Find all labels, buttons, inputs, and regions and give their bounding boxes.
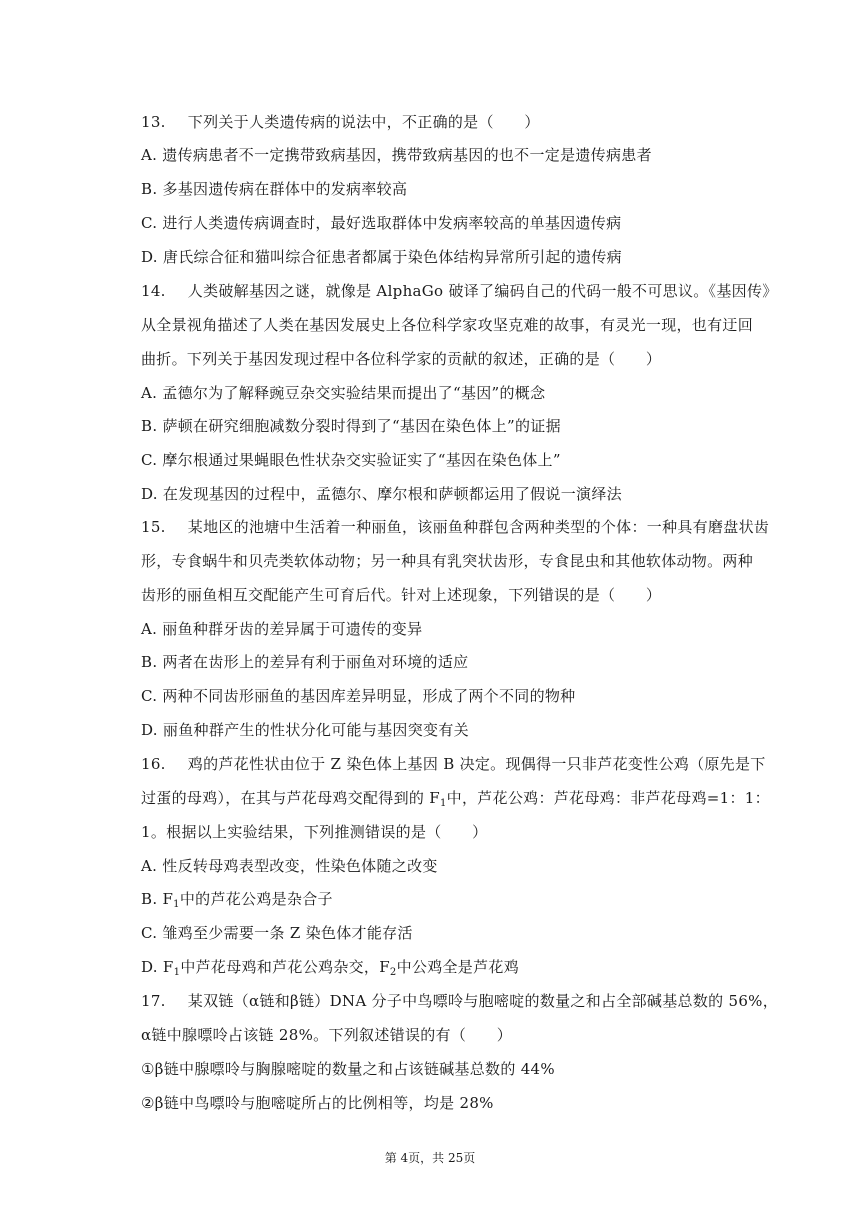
subscript: 1 xyxy=(439,798,447,809)
page-footer: 第 4页，共 25页 xyxy=(384,1151,476,1165)
question-number: 13. xyxy=(141,113,166,131)
text-run: 中，芦花公鸡：芦花母鸡：非芦花母鸡=1：1： xyxy=(446,789,770,807)
option-c: C. 两种不同齿形丽鱼的基因库差异明显，形成了两个不同的物种 xyxy=(141,687,576,705)
question-13-stem xyxy=(141,112,540,132)
question-text: 某地区的池塘中生活着一种丽鱼，该丽鱼种群包含两种类型的个体：一种具有磨盘状齿 xyxy=(187,518,770,536)
question-16-stem xyxy=(141,754,766,774)
question-text-line: 形，专食蜗牛和贝壳类软体动物；另一种具有乳突状齿形，专食昆虫和其他软体动物。两种 xyxy=(141,552,754,570)
question-number: 14. xyxy=(141,282,166,300)
question-number: 15. xyxy=(141,518,166,536)
question-15-stem xyxy=(141,517,769,537)
subscript: 1 xyxy=(173,967,181,978)
question-text-line xyxy=(141,788,770,808)
question-text: 某双链（α链和β链）DNA 分子中鸟嘌呤与胞嘧啶的数量之和占全部碱基总数的 56%， xyxy=(187,992,779,1010)
question-text-line: α链中腺嘌呤占该链 28%。下列叙述错误的有（ ） xyxy=(141,1026,513,1044)
option-c: C. 雏鸡至少需要一条 Z 染色体才能存活 xyxy=(141,924,413,942)
option-c: C. 摩尔根通过果蝇眼色性状杂交实验证实了“基因在染色体上” xyxy=(141,451,561,469)
text-run: 过蛋的母鸡），在其与芦花母鸡交配得到的 F xyxy=(141,789,440,807)
question-text: 鸡的芦花性状由位于 Z 染色体上基因 B 决定。现偶得一只非芦花变性公鸡（原先是下 xyxy=(187,755,766,773)
question-text-line: 从全景视角描述了人类在基因发展史上各位科学家攻坚克难的故事，有灵光一现，也有迂回 xyxy=(141,316,754,334)
option-c: C. 进行人类遗传病调查时，最好选取群体中发病率较高的单基因遗传病 xyxy=(141,214,622,232)
option-b: B. 两者在齿形上的差异有利于丽鱼对环境的适应 xyxy=(141,653,469,671)
question-text: 人类破解基因之谜，就像是 AlphaGo 破译了编码自己的代码一般不可思议。《基因传》 xyxy=(187,282,778,300)
option-b: B. 多基因遗传病在群体中的发病率较高 xyxy=(141,180,408,198)
option-d: D. 在发现基因的过程中，孟德尔、摩尔根和萨顿都运用了假说一演绎法 xyxy=(141,485,622,503)
question-text-line: 1。根据以上实验结果，下列推测错误的是（ ） xyxy=(141,823,488,841)
question-14-stem xyxy=(141,281,778,301)
question-number: 17. xyxy=(141,992,166,1010)
question-text-line: 曲折。下列关于基因发现过程中各位科学家的贡献的叙述，正确的是（ ） xyxy=(141,350,662,368)
option-a: A. 孟德尔为了解释豌豆杂交实验结果而提出了“基因”的概念 xyxy=(141,384,546,402)
text-run: 中芦花母鸡和芦花公鸡杂交，F xyxy=(180,958,390,976)
text-run: B. F xyxy=(141,890,174,908)
statement-2: ②β链中鸟嘌呤与胞嘧啶所占的比例相等，均是 28% xyxy=(141,1094,494,1112)
text-run: 中公鸡全是芦花鸡 xyxy=(396,958,519,976)
subscript: 1 xyxy=(173,899,180,910)
option-a: A. 性反转母鸡表型改变，性染色体随之改变 xyxy=(141,857,438,875)
text-run: D. F xyxy=(141,958,174,976)
option-d: D. 唐氏综合征和猫叫综合征患者都属于染色体结构异常所引起的遗传病 xyxy=(141,248,622,266)
option-d: D. 丽鱼种群产生的性状分化可能与基因突变有关 xyxy=(141,721,469,739)
subscript: 2 xyxy=(389,967,397,978)
option-d xyxy=(141,957,519,977)
option-b xyxy=(141,889,333,909)
text-run: 中的芦花公鸡是杂合子 xyxy=(179,890,333,908)
question-text: 下列关于人类遗传病的说法中，不正确的是（ ） xyxy=(187,113,540,131)
question-text-line: 齿形的丽鱼相互交配能产生可育后代。针对上述现象，下列错误的是（ ） xyxy=(141,586,662,604)
option-a: A. 丽鱼种群牙齿的差异属于可遗传的变异 xyxy=(141,620,423,638)
option-b: B. 萨顿在研究细胞减数分裂时得到了“基因在染色体上”的证据 xyxy=(141,417,561,435)
option-a: A. 遗传病患者不一定携带致病基因，携带致病基因的也不一定是遗传病患者 xyxy=(141,146,652,164)
question-number: 16. xyxy=(141,755,166,773)
question-17-stem xyxy=(141,991,778,1011)
statement-1: ①β链中腺嘌呤与胸腺嘧啶的数量之和占该链碱基总数的 44% xyxy=(141,1060,555,1078)
